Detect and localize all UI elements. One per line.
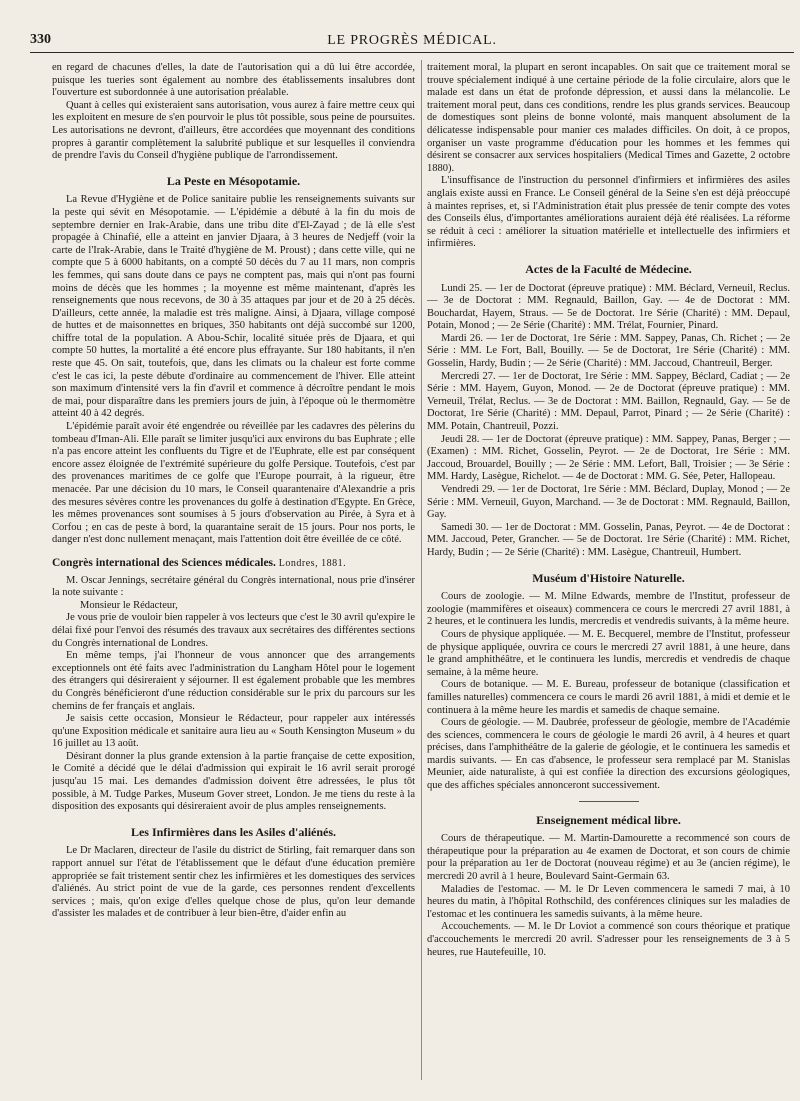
exam-schedule-item: Mercredi 27. — 1er de Doctorat, 1re Série : MM. Sappey, Béclard, Cadiat ; — 2e Série : MM. Hayem, Guyon, Monod. — 2e de Doctorat (épreuve pratique) : MM. Verneuil, Trélat, Reclus. — 3e de Doctorat : MM. Baillon, Regnauld, Gay. — 5e de Doctorat, 1re Série (Charité) : MM. Depaul, Parrot, Pinard ; — 2e Série (Charité) : MM. Potain, Chantreuil, Pozzi. xyxy=(427,370,790,433)
section-heading-infirmieres: Les Infirmières dans les Asiles d'aliénés. xyxy=(130,824,337,839)
paragraph: Désirant donner la plus grande extension à la partie française de cette exposition, le Comité a décidé que le délai d'admission qui expirait le 16 avril serait prorogé jusqu'au 15 mai. Les demandes d'admission doivent être adressées, le plus tôt possible, à M. Tudge Parkes, Museum Gover street, London. Je me tiens du reste à la disposition des exposants qui désireraient avoir de plus amples renseignements. xyxy=(52,750,415,813)
exam-schedule-item: Mardi 26. — 1er de Doctorat, 1re Série : MM. Sappey, Panas, Ch. Richet ; — 2e Série : MM. Le Fort, Ball, Bouilly. — 5e de Doctorat, 1re Série (Charité) : MM. Gosselin, Hardy, Budin ; — 2e Série (Charité) : MM. Jaccoud, Chantreuil, Berger. xyxy=(427,332,790,370)
salutation: Monsieur le Rédacteur, xyxy=(80,599,178,611)
paragraph: Le Dr Maclaren, directeur de l'asile du district de Stirling, fait remarquer dans son rapport annuel sur l'état de l'établissement que le défaut d'une éducation première appropriée se fait tristement sentir chez les infirmières et les domestiques des services d'aliénés. Au strict point de vue de la garde, ces personnes rendent d'excellents services ; mais, qu'on exige d'elles quelque chose de plus, qu'on leur demande d'assister les malades et de contribuer à leur bien-être, d'aider enfin au xyxy=(52,845,415,920)
course-item: Cours de zoologie. — M. Milne Edwards, membre de l'Institut, professeur de zoologie (mammifères et oiseaux) commencera ce cours le mercredi 27 avril 1881, à 2 heures, et le continuera les lundis, mercredis et vendredis suivants, à la même heure. xyxy=(427,591,790,628)
right-column xyxy=(427,62,790,1080)
paragraph: La Revue d'Hygiène et de Police sanitaire publie les renseignements suivants sur la peste qui sévit en Mésopotamie. — L'épidémie a débuté à la fin du mois de septembre dernier en Irak-Arabie, dans une tribu dite d'El-Zayad ; de là elle s'est propagée à Chinafié, elle a atteint en janvier Djaara, à 3 heures de Nedjeff (voir la carte de l'Irak-Arabie, dans le Traité d'hygiène de M. Proust) ; dans cette ville, qui ne compte que 5 à 6000 habitants, on a compté 50 décès du 7 au 11 mars, non compris les femmes, qui sans doute dans ce pays ne comptent pas, mais qui n'ont pas fourni moins de décès que les hommes ; la moyenne est même maintenant, d'après les renseignements que nous recevons, de 30 à 35 attaques par jour et de 20 à 25 décès. D'ailleurs, cette année, la maladie est très maligne. Ainsi, à Djaara, village composé de huttes et de maisonnettes en briques, 350 habitants ont déjà succombé sur 1200, chiffre total de la population. A Abou-Schir, localité située près de Djaara, et qui compte 50 huttes, la mortalité a été encore plus effrayante. Sur 180 habitants, il n'en reste que 45. On sait, toutefois, que, dans les climats ou la chaleur est forte comme c'est le cas ici, la peste débute d'ordinaire au commencement de l'hiver. Elle atteint son maximum d'intensité vers la fin d'avril et commence à décroître pendant le mois de mai, pour disparaître dans les premiers jours de juin, à l'époque où le thermomètre atteint 40 à 42 degrés. xyxy=(52,194,415,420)
exam-schedule-item: Jeudi 28. — 1er de Doctorat (épreuve pratique) : MM. Sappey, Panas, Berger ; — (Examen) : MM. Richet, Gosselin, Peyrot. — 2e de Doctorat, 1re Série : MM. Jaccoud, Brouardel, Bouilly ; — 2e Série : MM. Lefort, Ball, Troisier ; — 3e Série : MM. Hardy, Lasègue, Richelot. — 4e de Doctorat : MM. G. Sée, Peter, Hallopeau. xyxy=(427,433,790,483)
page-number: 330 xyxy=(30,32,51,47)
separator-rule xyxy=(579,801,639,802)
running-title: LE PROGRÈS MÉDICAL. xyxy=(327,33,497,48)
course-item: Cours de physique appliquée. — M. E. Becquerel, membre de l'Institut, professeur de physique appliquée, ouvrira ce cours le mercredi 27 avril 1881, à une heure, dans le grand amphithéâtre, et le continuera les lundis, mercredis et vendredis de chaque semaine, à la même heure. xyxy=(427,628,790,678)
paragraph: En même temps, j'ai l'honneur de vous annoncer que des arrangements exceptionnels ont été faits avec l'administration du Langham Hôtel pour le logement des étrangers qui désireraient y séjourner. Il est également probable que les membres du Congrès bénéficieront d'une réduction considérable sur le prix du parcours sur les chemins de fer français et anglais. xyxy=(52,650,415,712)
page-header xyxy=(30,30,794,53)
section-heading-congres xyxy=(52,557,415,571)
congres-location: Londres, 1881. xyxy=(278,557,347,569)
left-column xyxy=(52,62,415,1080)
paragraph: L'épidémie paraît avoir été engendrée ou réveillée par les cadavres des pèlerins du tombeau d'Iman-Ali. Elle paraît se limiter jusqu'ici aux environs du bas Euphrate ; elle n'a pas encore atteint les confluents du Tigre et de l'Euphrate, elle est par conséquent encore assez éloignée de l'extrémité supérieure du golfe Persique. Toutefois, c'est par des provenances maritimes de ce golfe que l'Europe pourrait, à la rigueur, être menacée. Par une décision du 10 mars, le Conseil quarantenaire d'Alexandrie a pris des mesures sévères contre les provenances du golfe à destination d'Egypte. En Grèce, les mêmes provenances sont soumises à 5 jours d'observation au Pirée, à Syra et à Corfou ; en cas de peste à bord, la quarantaine serait de 15 jours. Pour nos ports, le danger n'est donc nullement menaçant, mais l'attention doit être éveillée de ce côté. xyxy=(52,421,415,546)
column-divider xyxy=(421,60,422,1080)
paragraph: Je vous prie de vouloir bien rappeler à vos lecteurs que c'est le 30 avril qu'expire le délai fixé pour l'envoi des résumés des travaux aux secrétaires des différentes sections du Congrès international de Londres. xyxy=(52,612,415,649)
paragraph: M. Oscar Jennings, secrétaire général du Congrès international, nous prie d'insérer la note suivante : xyxy=(52,574,415,599)
section-heading-peste: La Peste en Mésopotamie. xyxy=(166,173,301,188)
paragraph: L'insuffisance de l'instruction du personnel d'infirmiers et infirmières des asiles anglais existe aussi en France. Le Conseil général de la Seine s'en est déjà préoccupé à maintes reprises, et, si l'Administration était plus pressée de tenir compte des votes des Conseils élus, d'importantes améliorations auraient déjà été réalisées. La réforme se réduit à ceci : améliorer la situation matérielle et intellectuelle des infirmiers et infirmières. xyxy=(427,175,790,250)
section-heading-enseignement: Enseignement médical libre. xyxy=(536,812,681,827)
paragraph: Je saisis cette occasion, Monsieur le Rédacteur, pour rappeler aux intéressés qu'une Exposition médicale et sanitaire aura lieu au « South Kensington Museum » du 16 juillet au 13 août. xyxy=(52,713,415,750)
course-item: Cours de thérapeutique. — M. Martin-Damourette a recommencé son cours de thérapeutique pour la préparation au 4e examen de Doctorat, et son cours de chimie pour la préparation au 1er de Doctorat (nouveau régime) et au 3e (ancien régime), le mercredi 20 avril à 1 heure, Boulevard Saint-Germain 63. xyxy=(427,833,790,883)
section-heading-actes: Actes de la Faculté de Médecine. xyxy=(525,261,692,276)
course-item: Cours de géologie. — M. Daubrée, professeur de géologie, membre de l'Académie des sciences, commencera le cours de géologie le mardi 26 avril, à 4 heures et quart précises, dans l'amphithéâtre de la galerie de géologie, et le continuera les samedis et mardis suivants. — En cas d'absence, le professeur sera remplacé par M. Stanislas Meunier, aide naturaliste, à qui est confiée la direction des excursions géologiques, que des affiches spéciales annonceront successivement. xyxy=(427,717,790,792)
exam-schedule-item: Vendredi 29. — 1er de Doctorat, 1re Série : MM. Béclard, Duplay, Monod ; — 2e Série : MM. Verneuil, Guyon, Marchand. — 3e de Doctorat : MM. Regnauld, Baillon, Gay. xyxy=(427,484,790,521)
congres-title: Congrès international des Sciences médicales. xyxy=(52,556,276,569)
exam-schedule-item: Lundi 25. — 1er de Doctorat (épreuve pratique) : MM. Béclard, Verneuil, Reclus. — 3e de Doctorat : MM. Regnauld, Baillon, Gay. — 4e de Doctorat : MM. Bouchardat, Hayem, Straus. — 5e de Doctorat. 1re Série (Charité) : MM. Depaul, Potain, Monod ; — 2e Série (Charité) : MM. Trélat, Fournier, Pinard. xyxy=(427,282,790,332)
course-item: Cours de botanique. — M. E. Bureau, professeur de botanique (classification et familles naturelles) commencera ce cours le mardi 26 avril 1881, à midi et demie et le continuera à la même heure les mardis et samedis de chaque semaine. xyxy=(427,679,790,716)
paragraph: Quant à celles qui existeraient sans autorisation, vous aurez à faire mettre ceux qui les exploitent en mesure de s'en pourvoir le plus tôt possible, sous peine de poursuites. Les autorisations ne devront, d'ailleurs, être accordées que moyennant des conditions propres à garantir complètement la salubrité publique et sur lesquelles il conviendra de prendre l'avis du Conseil d'hygiène publique de l'arrondissement. xyxy=(52,99,415,162)
paragraph: traitement moral, la plupart en seront incapables. On sait que ce traitement moral se trouve spécialement indiqué à une certaine période de la folie circulaire, alors que le malade est dans un état de profonde dépression, et aussi dans la mélancolie. Le traitement moral peut, dans ces conditions, rendre les plus grands services. Beaucoup de domestiques sont pleins de bonne volonté, mais manquent absolument de la délicatesse indispensable pour manier ces malades difficiles. On doit, à ce propos, organiser un vaste programme d'éducation pour les hommes et les femmes qui désirent se consacrer aux services hospitaliers (Medical Times and Gazette, 2 octobre 1880). xyxy=(427,62,790,174)
course-item: Accouchements. — M. le Dr Loviot a commencé son cours théorique et pratique d'accouchements le mercredi 20 avril. S'adresser pour les renseignements de 3 à 5 heures, rue Hautefeuille, 10. xyxy=(427,921,790,958)
course-item: Maladies de l'estomac. — M. le Dr Leven commencera le samedi 7 mai, à 10 heures du matin, à l'hôpital Rothschild, des conférences cliniques sur les maladies de l'estomac et les continuera les samedis suivants, à la même heure. xyxy=(427,883,790,920)
paragraph: en regard de chacunes d'elles, la date de l'autorisation qui a dû lui être accordée, puisque les tueries sont également au nombre des établissements insalubres dont l'ouverture est subordonnée à une autorisation préalable. xyxy=(52,62,415,99)
exam-schedule-item: Samedi 30. — 1er de Doctorat : MM. Gosselin, Panas, Peyrot. — 4e de Doctorat : MM. Jaccoud, Peter, Grancher. — 5e de Doctorat. 1re Série (Charité) : MM. Richet, Hardy, Budin ; — 2e Série (Charité) : MM. Lasègue, Chantreuil, Humbert. xyxy=(427,521,790,558)
section-heading-museum: Muséum d'Histoire Naturelle. xyxy=(532,570,685,585)
